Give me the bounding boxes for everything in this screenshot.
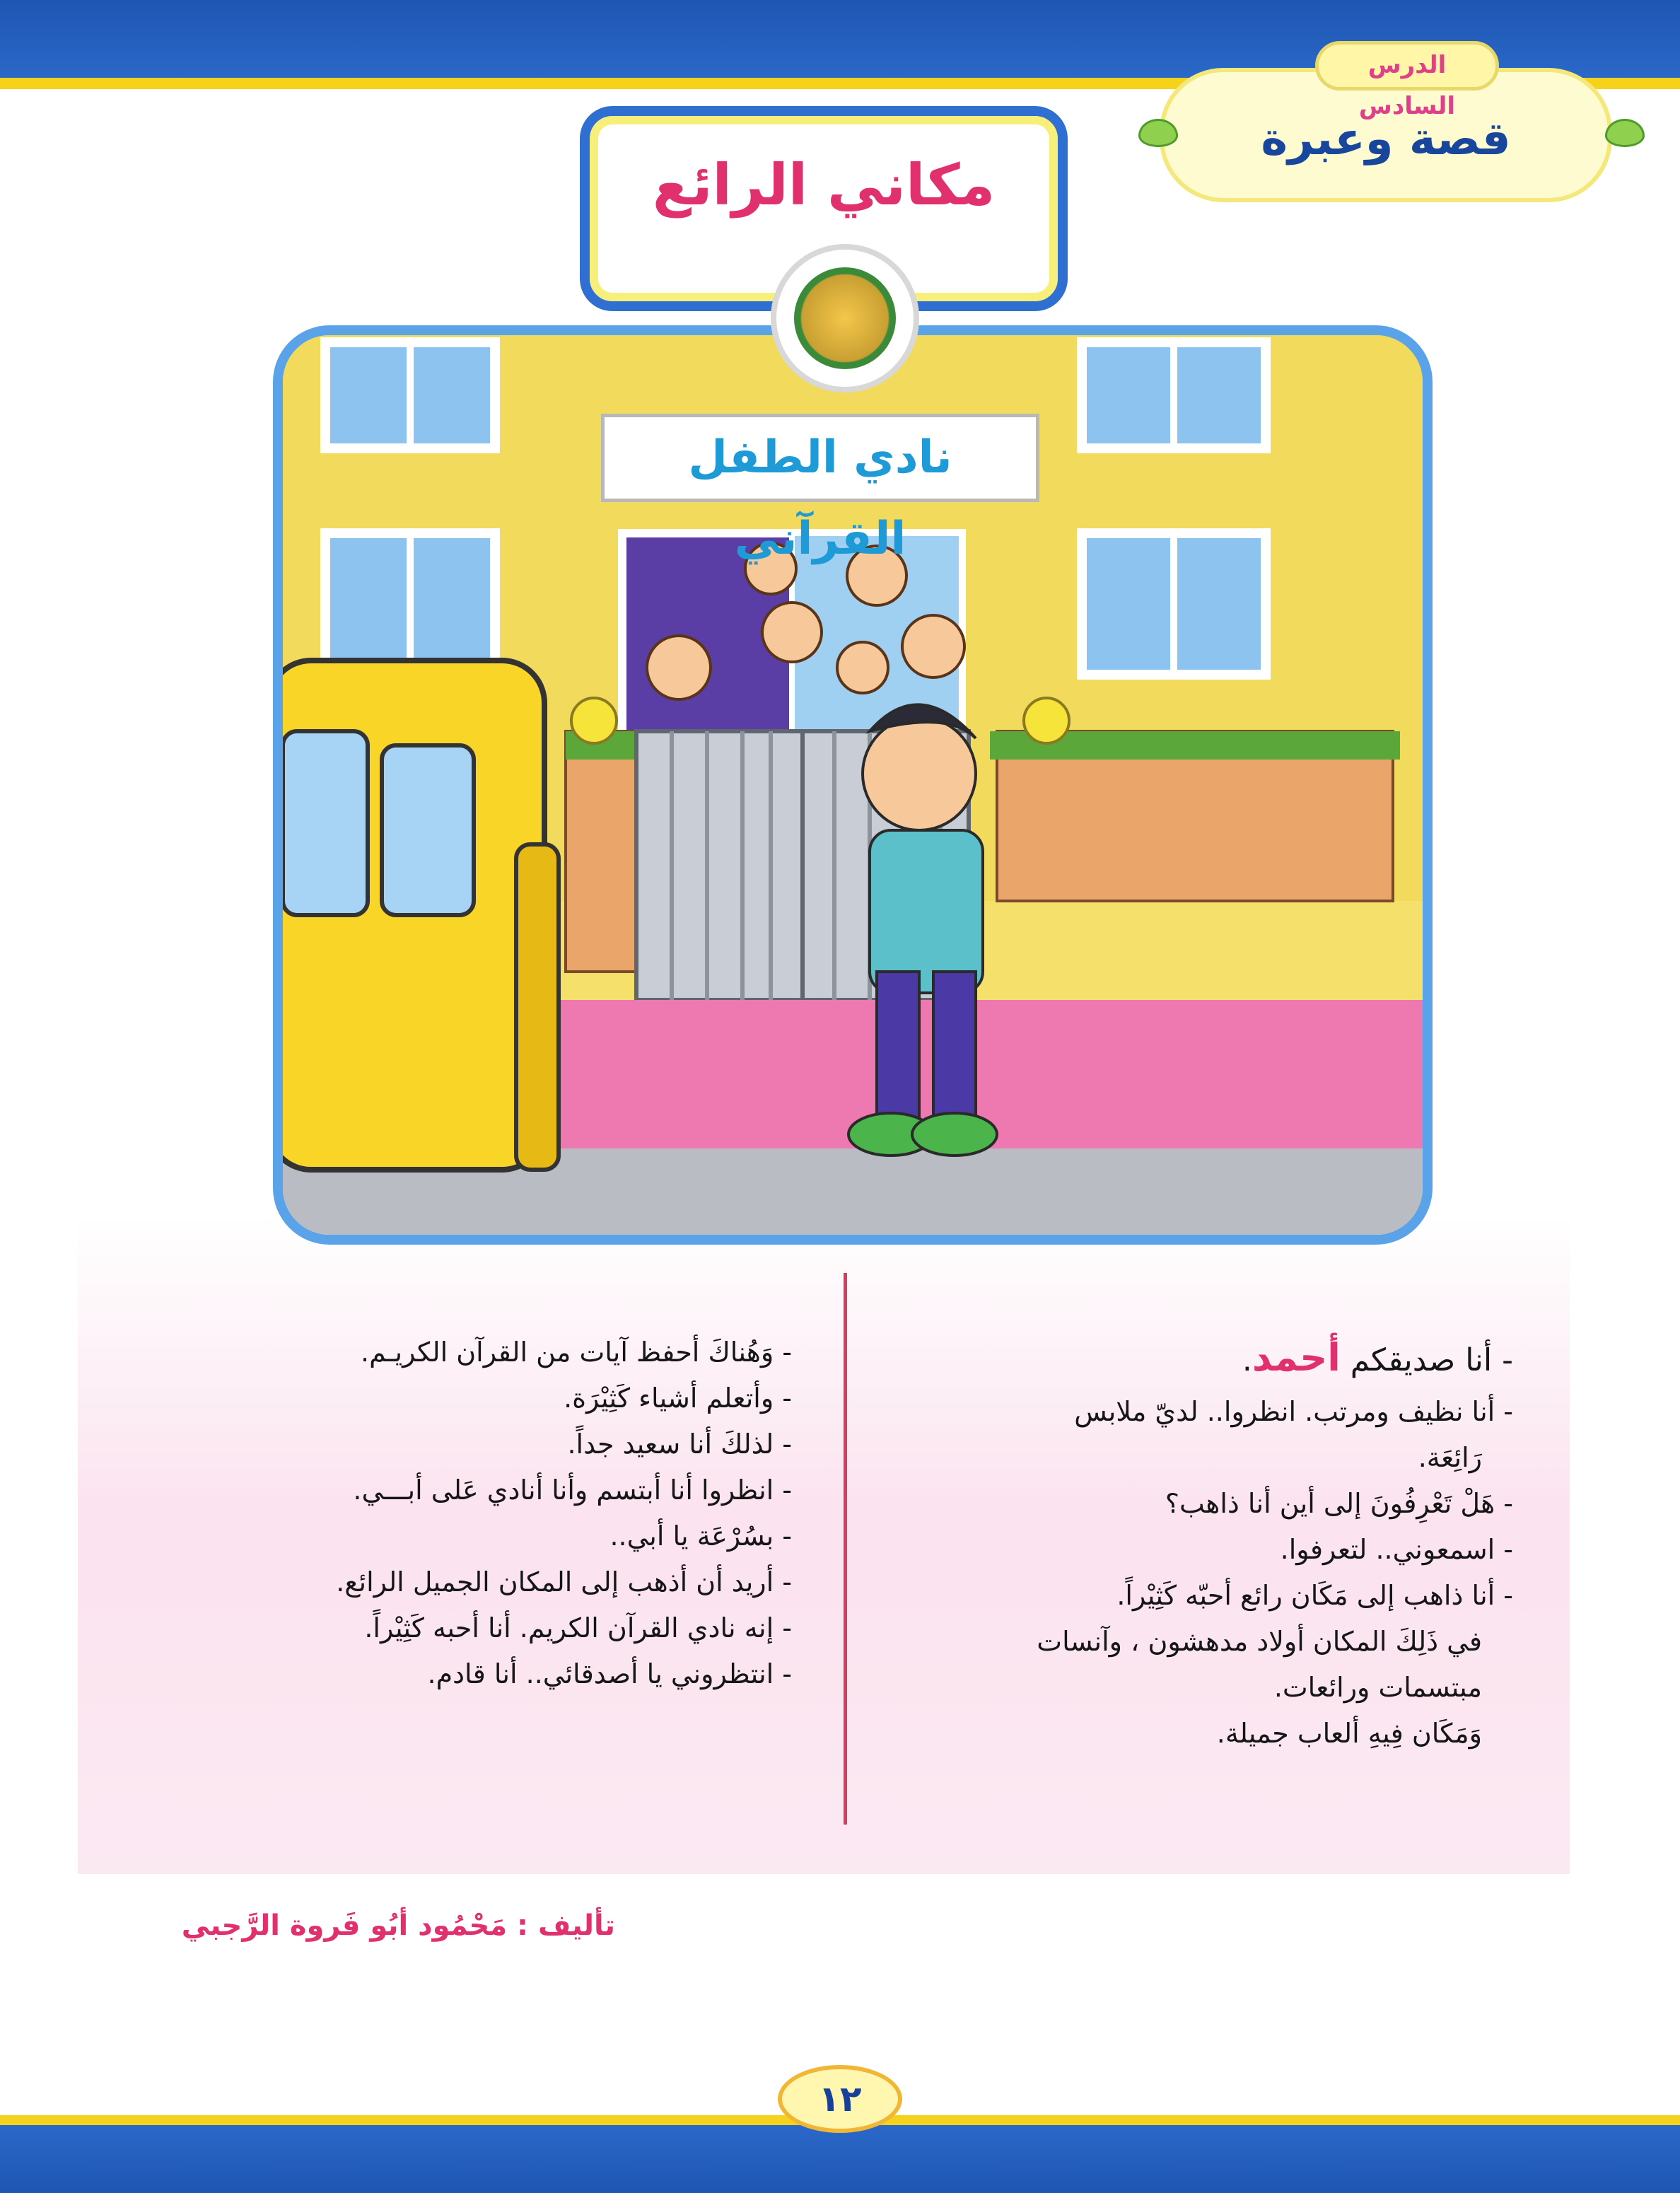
story-line: - بسُرْعَة يا أبي.. bbox=[609, 1520, 792, 1552]
story-title: مكاني الرائع bbox=[652, 152, 996, 218]
story-line: رَائِعَة. bbox=[1418, 1442, 1482, 1473]
leaf-left-icon bbox=[1138, 119, 1178, 147]
column-divider bbox=[844, 1273, 847, 1825]
bottom-blue-band bbox=[0, 2125, 1680, 2193]
story-line: وَمَكَان فِيهِ ألعاب جميلة. bbox=[1216, 1718, 1482, 1749]
story-line: - وأتعلم أشياء كَثِيْرَة. bbox=[564, 1383, 792, 1414]
story-line: - انظروا أنا أبتسم وأنا أنادي عَلى أبـــي. bbox=[353, 1474, 792, 1506]
story-line: - إنه نادي القرآن الكريم. أنا أحبه كَثِيْراً. bbox=[364, 1612, 792, 1644]
lesson-tab: الدرس السادس bbox=[1315, 41, 1499, 91]
story-line: مبتسمات ورائعات. bbox=[1273, 1672, 1482, 1703]
story-line: - وَهُناكَ أحفظ آيات من القرآن الكريـم. bbox=[360, 1337, 792, 1368]
author-credit: تأليف : مَحْمُود أبُو فَروة الرَّجبي bbox=[181, 1909, 615, 1942]
club-sign: نادي الطفل القرآني bbox=[601, 414, 1039, 502]
story-line: - اسمعوني.. لتعرفوا. bbox=[1280, 1534, 1513, 1565]
leaf-right-icon bbox=[1605, 119, 1645, 147]
name-highlight: أحمد bbox=[1252, 1335, 1341, 1380]
story-text-right bbox=[877, 1330, 1513, 1757]
story-text-left bbox=[127, 1330, 792, 1697]
quran-book-icon bbox=[794, 267, 896, 369]
lesson-title: قصة وعبرة bbox=[1261, 113, 1511, 165]
story-line: - أنا صديقكم أحمد. bbox=[1242, 1335, 1513, 1380]
story-line: - لذلكَ أنا سعيد جداً. bbox=[567, 1429, 792, 1460]
story-line: في ذَلِكَ المكان أولاد مدهشون ، وآنسات bbox=[1037, 1626, 1482, 1657]
story-line: - انتظروني يا أصدقائي.. أنا قادم. bbox=[427, 1658, 792, 1689]
story-line: - أريد أن أذهب إلى المكان الجميل الرائع. bbox=[336, 1566, 792, 1598]
story-line: - هَلْ تَعْرِفُونَ إلى أين أنا ذاهب؟ bbox=[1165, 1488, 1513, 1519]
page-number: ١٢ bbox=[778, 2065, 902, 2133]
story-line: - أنا نظيف ومرتب. انظروا.. لديّ ملابس bbox=[1074, 1396, 1513, 1427]
story-line: - أنا ذاهب إلى مَكَان رائع أحبّه كَثِيْراً. bbox=[1116, 1580, 1513, 1611]
